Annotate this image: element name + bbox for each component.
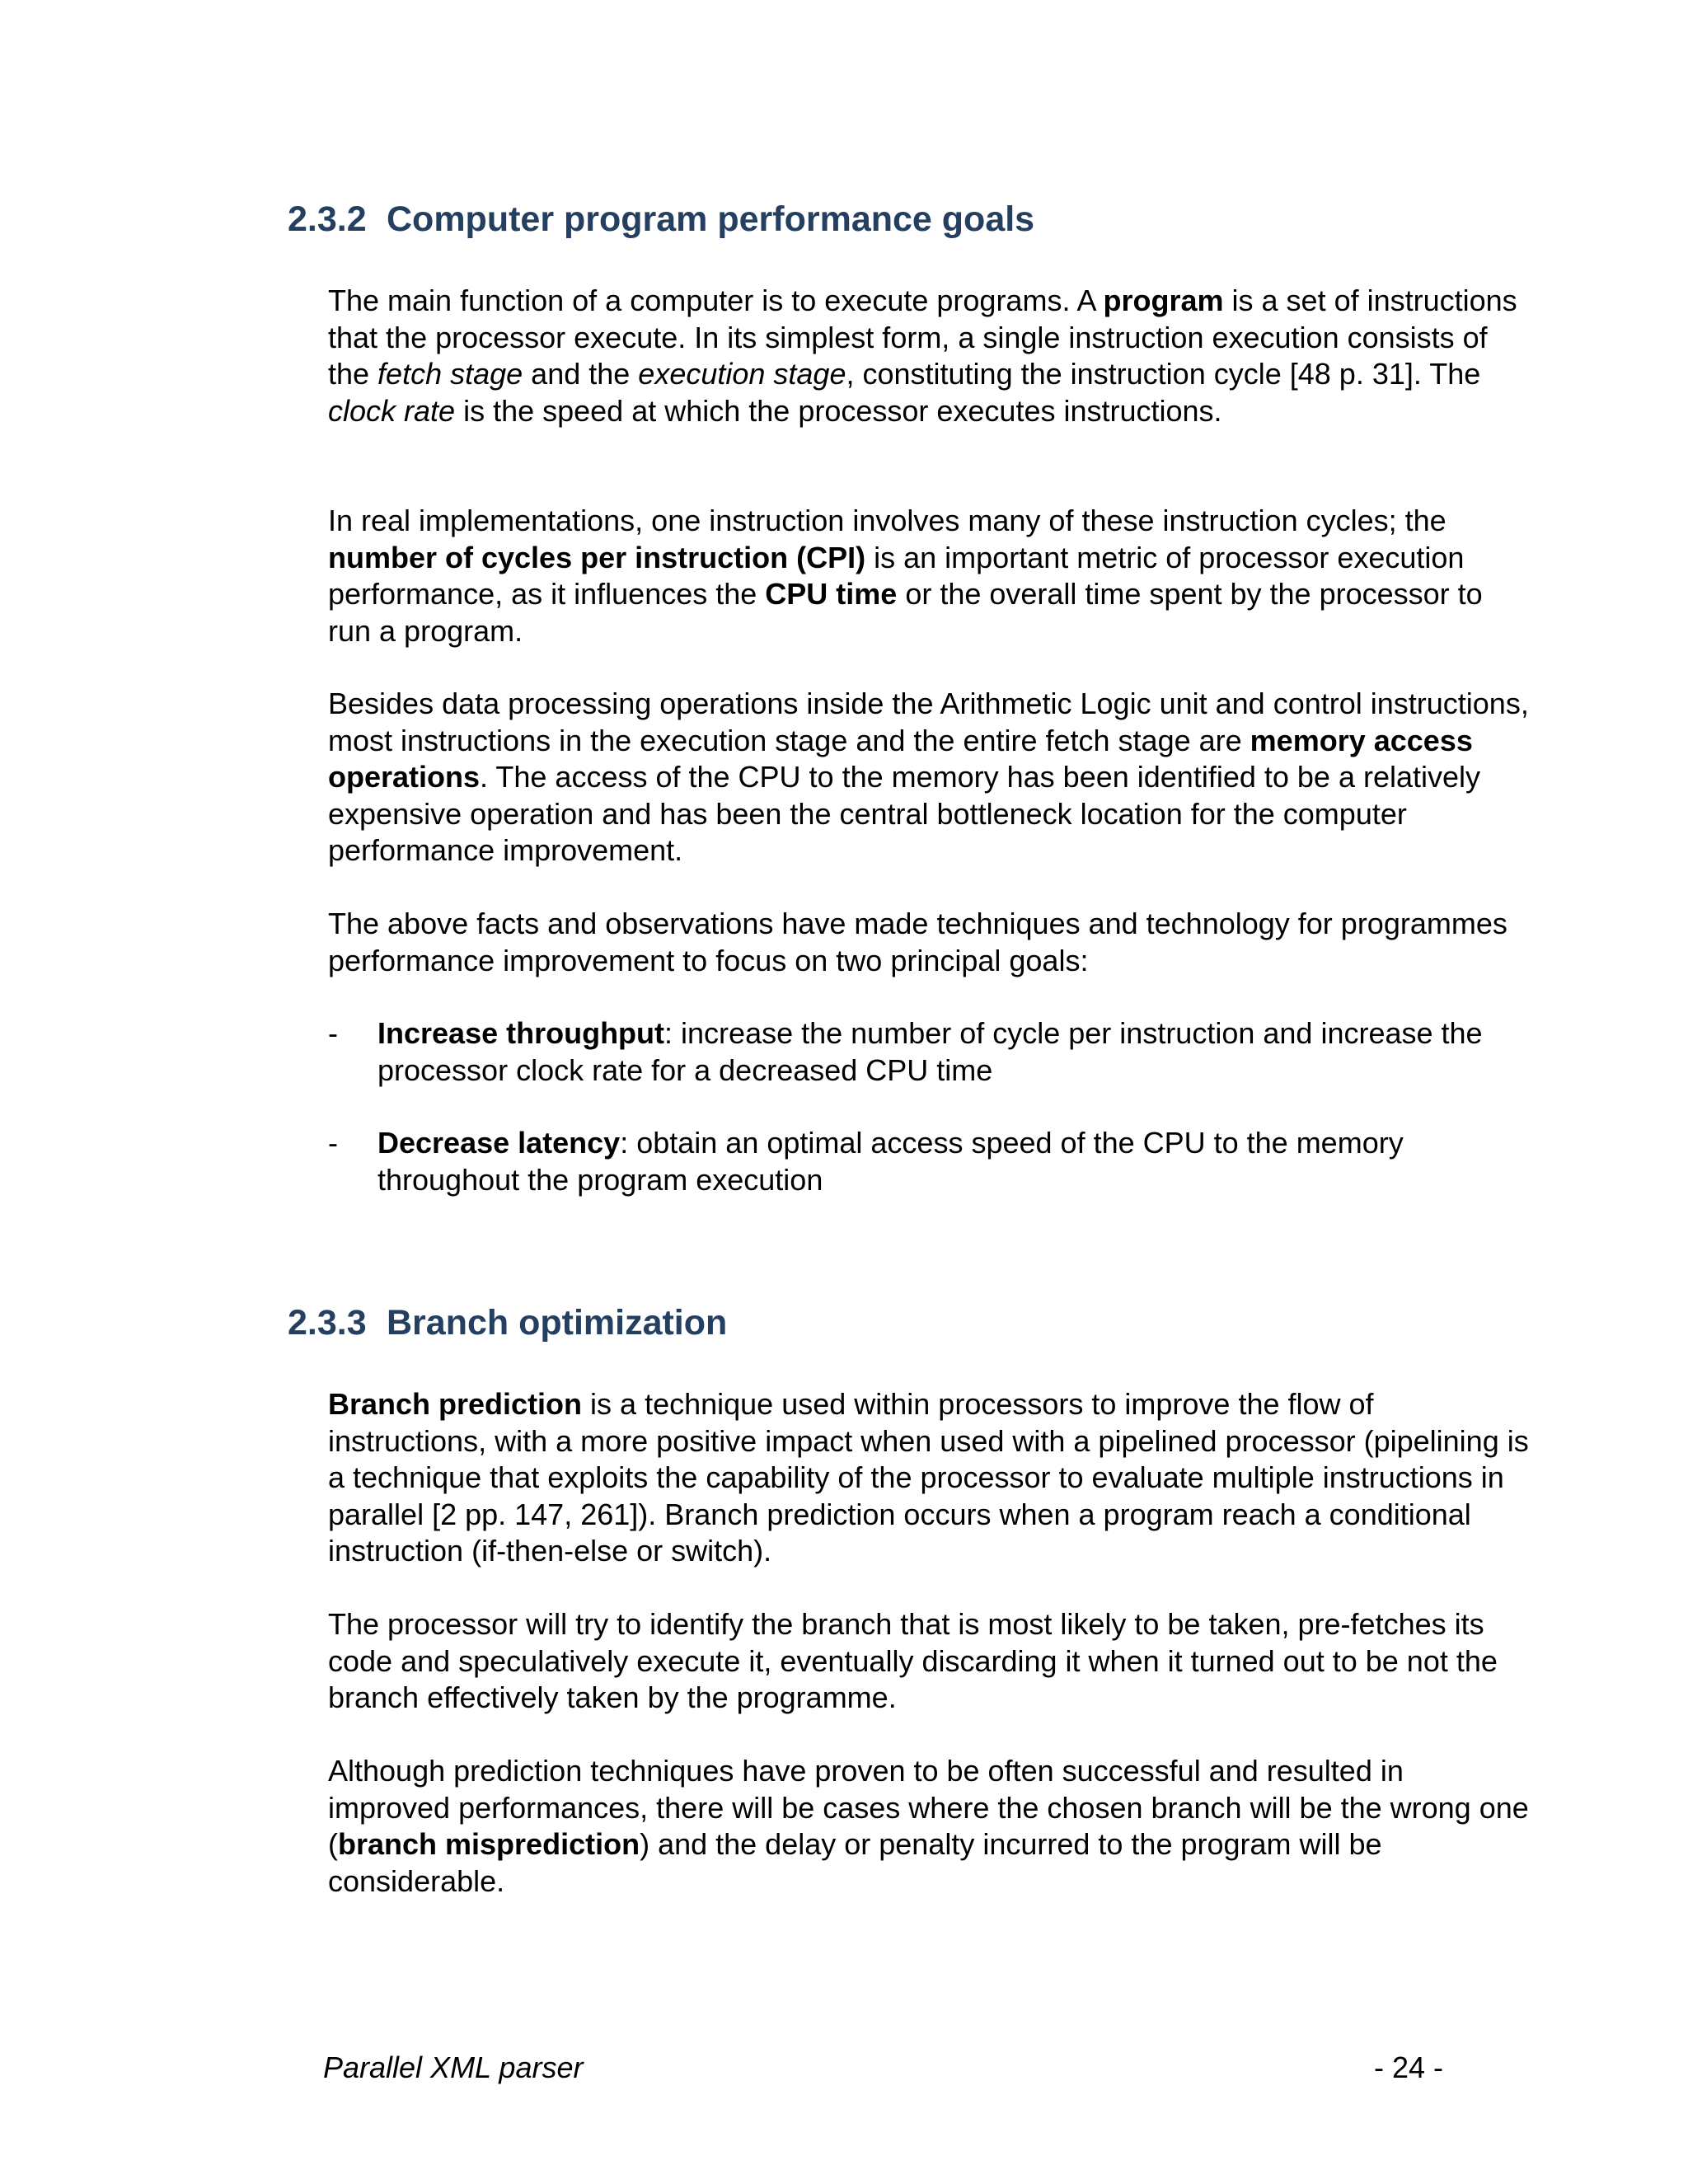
footer-page-number: - 24 - [1374, 2050, 1444, 2084]
bold-term: Branch prediction [328, 1387, 583, 1421]
text-run: : obtain an optimal access speed of the CPU to the memory throughout the program execution [377, 1126, 1404, 1197]
text-run: The processor will try to identify the branch that is most likely to be taken, pre-fetches its code and speculatively execute it, eventually discarding it when it turned out to be not the branch effectively taken by the programme. [328, 1607, 1498, 1714]
paragraph-branch-prediction [328, 1386, 1531, 1570]
paragraph-cpi [328, 503, 1531, 649]
italic-term: clock rate [328, 393, 456, 428]
bold-term: Increase throughput [377, 1016, 665, 1050]
list-item-decrease-latency [328, 1125, 1531, 1198]
section-heading-2-3-2 [288, 199, 1034, 240]
text-run: Besides data processing operations inside the Arithmetic Logic unit and control instructions, most instructions in the execution stage and the entire fetch stage are [328, 687, 1529, 757]
paragraph-program-definition [328, 283, 1531, 429]
text-run: is a set of instructions that the processor execute. In its simplest form, a single instruction execution consists of the [328, 284, 1517, 391]
bold-term: program [1103, 284, 1224, 317]
bold-term: Decrease latency [377, 1126, 621, 1160]
text-run: is the speed at which the processor executes instructions. [455, 393, 1222, 428]
text-run: : increase the number of cycle per instruction and increase the processor clock rate for a decreased CPU time [377, 1016, 1483, 1087]
text-run: . The access of the CPU to the memory has been identified to be a relatively expensive operation and has been the central bottleneck location for the computer performance improvement. [328, 760, 1481, 867]
bullet-dash: - [328, 1126, 338, 1160]
section-title: Computer program performance goals [387, 199, 1035, 239]
footer-document-title: Parallel XML parser [323, 2050, 584, 2084]
text-run: is an important metric of processor execution performance, as it influences the [328, 540, 1465, 611]
text-run: ) and the delay or penalty incurred to the program will be considerable. [328, 1827, 1382, 1898]
paragraph-two-goals [328, 906, 1531, 979]
text-run: , constituting the instruction cycle [48 p. 31]. The [846, 357, 1481, 391]
text-run: is a technique used within processors to improve the flow of instructions, with a more positive impact when used with a pipelined processor (pipelining is a technique that exploits the capability of the processor to evaluate multiple instructions in parallel [2 pp. 147, 261]). Branch prediction occurs when a program reach a conditional instruction (if-then-else or switch). [328, 1387, 1529, 1568]
text-run: The above facts and observations have made techniques and technology for programmes performance improvement to focus on two principal goals: [328, 907, 1507, 977]
bold-term: number of cycles per instruction (CPI) [328, 540, 866, 574]
bold-term: branch misprediction [338, 1827, 640, 1861]
paragraph-memory-access [328, 686, 1531, 869]
bold-term: memory access operations [328, 723, 1473, 794]
text-run: and the [523, 357, 639, 391]
text-run: or the overall time spent by the processor to run a program. [328, 577, 1483, 648]
italic-term: execution stage [638, 357, 846, 391]
section-heading-2-3-3 [288, 1302, 727, 1343]
text-run: Although prediction techniques have proven to be often successful and resulted in improved performances, there will be cases where the chosen branch will be the wrong one ( [328, 1754, 1529, 1861]
italic-term: fetch stage [377, 357, 523, 391]
section-number: 2.3.2 [288, 199, 367, 239]
bullet-dash: - [328, 1016, 338, 1050]
section-title: Branch optimization [387, 1303, 728, 1343]
text-run: The main function of a computer is to execute programs. A [328, 284, 1104, 317]
list-item-increase-throughput [328, 1015, 1531, 1089]
section-number: 2.3.3 [288, 1303, 367, 1343]
bold-term: CPU time [765, 577, 898, 611]
text-run: In real implementations, one instruction involves many of these instruction cycles; the [328, 504, 1447, 537]
paragraph-branch-misprediction [328, 1753, 1531, 1900]
paragraph-speculative-execution [328, 1606, 1531, 1717]
